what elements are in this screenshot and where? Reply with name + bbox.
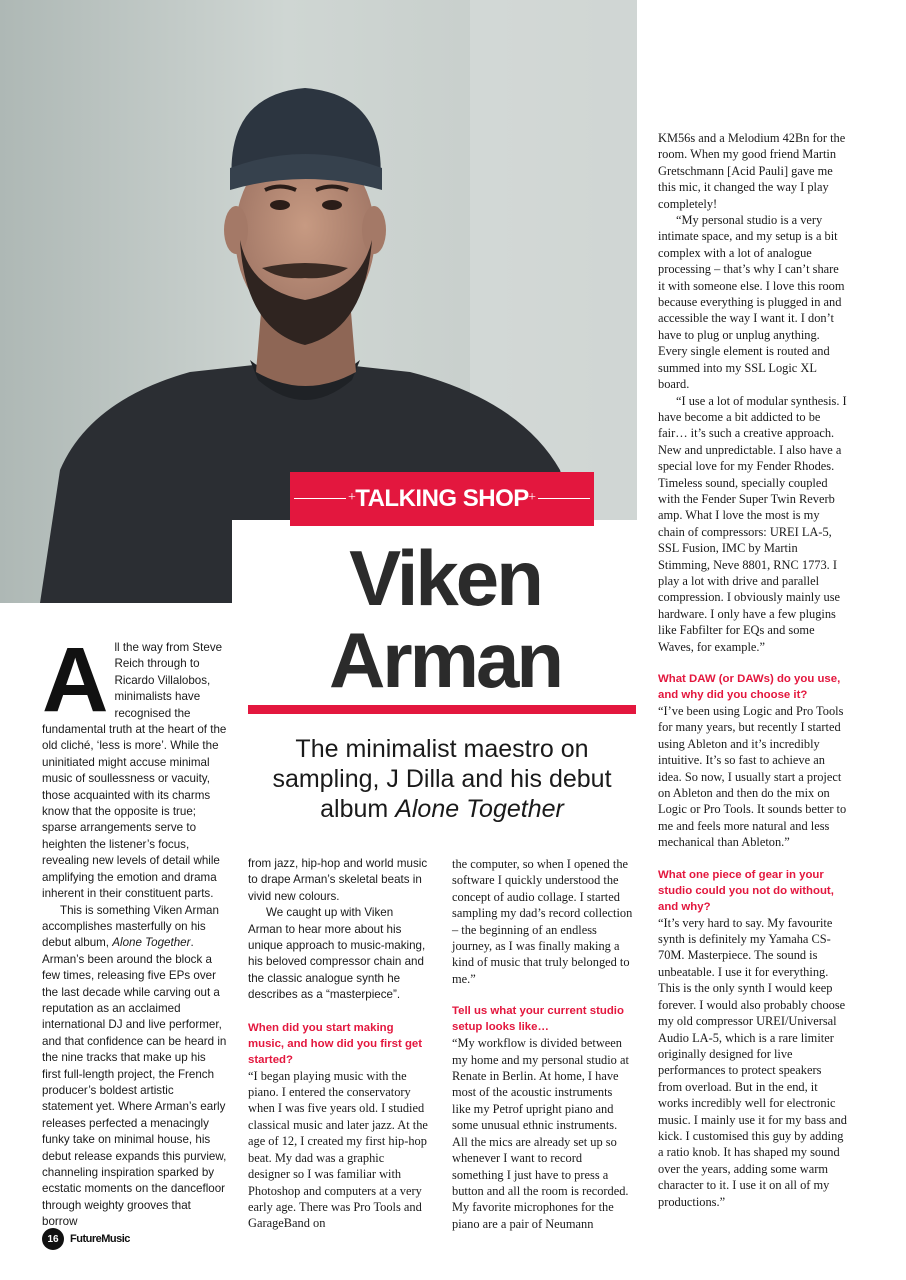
intro-paragraph-1: [42, 629, 227, 903]
intro-paragraph-2: [42, 903, 227, 1231]
section-banner: [290, 472, 594, 526]
answer-2: “My workflow is divided between my home and my personal studio at Renate in Berlin. At home, I have most of the acoustic instruments like my Petrof upright piano and some unusual ethnic instruments. All the mics are already set up so whenever I want to record something I just have to press a button and all the room is recorded. My favorite microphones for the piano are a pair of Neumann: [452, 1036, 629, 1231]
answer-2-paragraph-2: “My personal studio is a very intimate space, and my setup is a bit complex with a lot of analogue processing – that’s why I can’t share it with someone else. I love this room because everything is plugged in and accessible the way I want it. I don’t have to plug or unplug anything. Every single element is routed and summed into my SSL Logic XL board.: [658, 213, 845, 392]
section-label: TALKING SHOP: [355, 485, 529, 512]
intro-album: Alone Together: [112, 936, 191, 950]
answer-4: “It’s very hard to say. My favourite synth is definitely my Yamaha CS-70M. Masterpiece. The sound is unbeatable. I use it for everything. This is the only synth I would keep forever. I would also probably choose my old compressor UREI/Universal Audio LA-5, which is a rare limiter originally designed for live performances to protect speakers from overload. But in the end, it works incredibly well for electronic music. I mainly use it for my bass and kick. I customised this guy by adding a ratio knob. It has shaped my sound over the years, adding some warm character to it. I use it on all of my productions.”: [658, 915, 847, 1209]
question-3: What DAW (or DAWs) do you use, and why did you choose it?: [658, 673, 841, 701]
banner-rule-left: [294, 498, 346, 499]
column-2: [248, 856, 428, 1232]
banner-rule-right: [538, 498, 590, 499]
question-4: What one piece of gear in your studio could you not do without, and why?: [658, 868, 834, 913]
banner-plus-left-icon: +: [348, 490, 356, 505]
question-2: Tell us what your current studio setup looks like…: [452, 1005, 624, 1034]
drop-cap: A: [42, 629, 109, 731]
column-4: [658, 130, 848, 1210]
standfirst-text: The minimalist maestro on sampling, J Dilla and his debut album: [272, 735, 612, 823]
headline-first-name: Viken: [349, 534, 541, 622]
answer-3: “I’ve been using Logic and Pro Tools for many years, but recently I started using Ableton and it’s incredibly intuitive. It’s so fast to achieve an idea. So now, I usually start a project on Ableton and then do the mix on Logic or Pro Tools. It sounds better to me and feels more natural and less mechanical than Ableton.”: [658, 704, 847, 850]
page-folio: [42, 1228, 130, 1250]
answer-2-continued: KM56s and a Melodium 42Bn for the room. When my good friend Martin Gretschmann [Acid Pauli] gave me this mic, it changed the way I play completely!: [658, 131, 846, 211]
intro-text-2a: This is something Viken Arman accomplishes masterfully on his debut album,: [42, 903, 219, 950]
standfirst-album: Alone Together: [395, 795, 564, 823]
intro-text-1: ll the way from Steve Reich through to Ricardo Villalobos, minimalists have recognised the fundamental truth at the heart of the old cliché, ‘less is more’. While the uninitiated might accuse minimal music of soullessness or vacuity, those acquainted with its charms know that the opposite is true; sparse arrangements serve to heighten the listener’s focus, revealing new levels of detail while amplifying the emotion and drama inherent in their constituent parts.: [42, 641, 227, 901]
col2-paragraph-1: from jazz, hip-hop and world music to drape Arman’s skeletal beats in vivid new colours.: [248, 857, 428, 903]
page-number: 16: [42, 1228, 64, 1250]
banner-plus-right-icon: +: [528, 490, 536, 505]
col2-paragraph-2: We caught up with Viken Arman to hear more about his unique approach to music-making, his beloved compressor chain and the classic analogue synth he describes as a “masterpiece”.: [248, 906, 426, 1002]
intro-column: [42, 629, 227, 1231]
question-1: When did you start making music, and how did you first get started?: [248, 1021, 423, 1066]
headline-last-name: Arman: [328, 616, 562, 704]
magazine-name: FutureMusic: [70, 1233, 130, 1245]
intro-text-2b: . Arman’s been around the block a few times, releasing five EPs over the last decade while carving out a reputation as an acclaimed international DJ and live performer, and that confidence can be heard in the nine tracks that make up his first full-length project, the French producer’s boldest artistic statement yet. Where Arman’s early releases perfected a menacingly funky take on minimal house, his debut release expands this purview, channeling inspiration sparked by ecstatic moments on the dancefloor through weighty grooves that borrow: [42, 936, 227, 1229]
answer-2-paragraph-3: “I use a lot of modular synthesis. I have become a bit addicted to be fair… it’s such a creative approach. New and unpredictable. I also have a special love for my Fender Rhodes. Timeless sound, specially coupled with the Fender Super Twin Reverb amp. What I love the most is my chain of compressors: UREI LA-5, SSL Fusion, IMC by Martin Stimming, Neve 8801, RNC 1773. I play a lot with drive and parallel compression. I obviously mainly use hardware. I only have a few plugins like Fabfilter for EQs and some Waves, for example.”: [658, 393, 847, 654]
headline-rule: [248, 705, 636, 714]
answer-1-continued: the computer, so when I opened the software I quickly understood the concept of audio collage. I started sampling my dad’s record collection – the beginning of an endless journey, as I was finally making a kind of music that truly belonged to me.”: [452, 857, 633, 986]
column-3: [452, 856, 634, 1232]
answer-1: “I began playing music with the piano. I entered the conservatory when I was five years old. I studied classical music and later jazz. At the age of 12, I created my first hip-hop beat. My dad was a graphic designer so I was familiar with Photoshop and computers at a very early age. There was Pro Tools and GarageBand on: [248, 1068, 428, 1231]
standfirst: [248, 734, 636, 824]
